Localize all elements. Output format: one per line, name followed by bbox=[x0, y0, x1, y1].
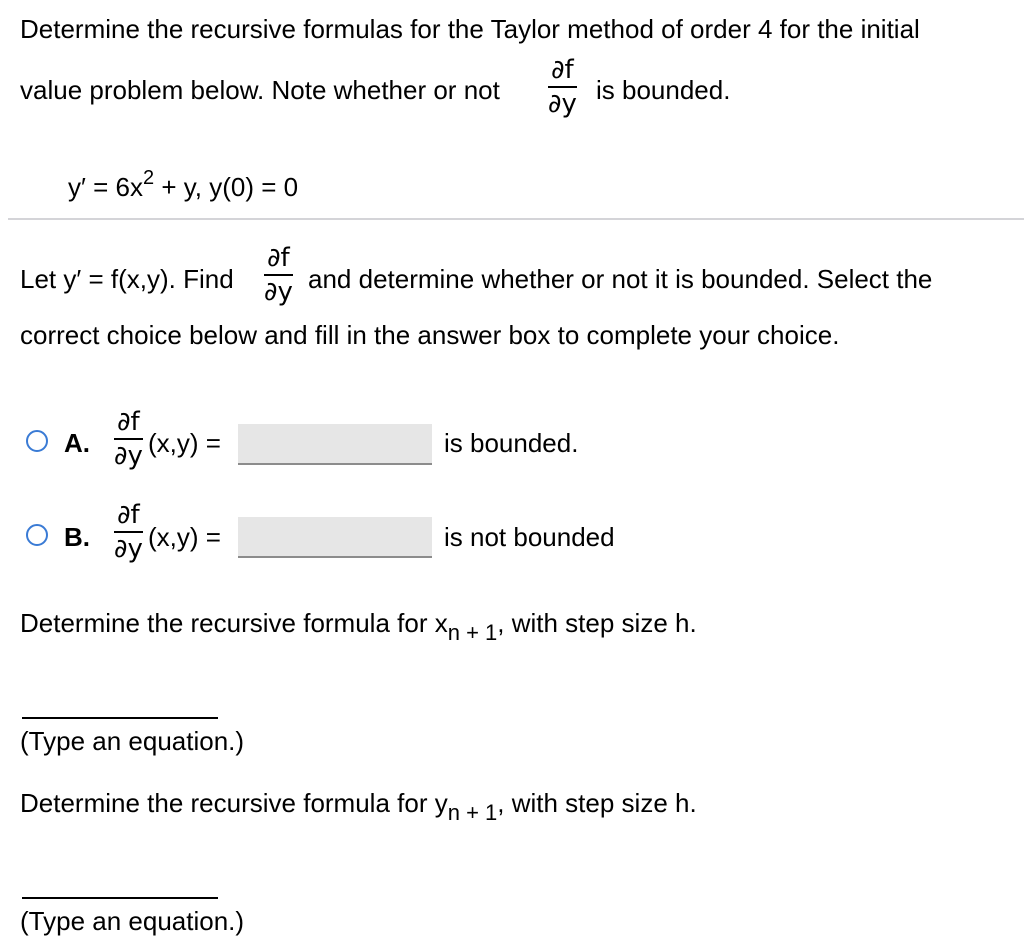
part-x-answer-input[interactable] bbox=[22, 717, 218, 719]
instruction-line-2: correct choice below and fill in the answer box to complete your choice. bbox=[20, 320, 840, 350]
part-y-answer-input[interactable] bbox=[22, 897, 218, 899]
choice-b-args: (x,y) = bbox=[148, 522, 221, 552]
question-line-2-start: value problem below. Note whether or not bbox=[20, 75, 500, 105]
question-line-1: Determine the recursive formulas for the Taylor method of order 4 for the initial bbox=[20, 14, 920, 44]
part-x-prompt-start: Determine the recursive formula for x bbox=[20, 608, 448, 638]
choice-b-suffix: is not bounded bbox=[444, 522, 615, 552]
partial-derivative-fraction bbox=[548, 56, 577, 118]
ivp-after-exponent: + y, y(0) = 0 bbox=[161, 172, 299, 202]
choice-b-numerator: ∂f bbox=[117, 500, 140, 530]
part-y-prompt-end: , with step size h. bbox=[497, 788, 697, 818]
fraction-bar bbox=[114, 531, 143, 533]
fraction-bar bbox=[548, 86, 577, 88]
ivp-before-exponent: y′ = 6x bbox=[68, 172, 143, 202]
choice-a-radio[interactable] bbox=[26, 430, 48, 452]
part-x-hint: (Type an equation.) bbox=[20, 726, 245, 756]
choice-a-numerator: ∂f bbox=[117, 407, 140, 437]
instruction-start: Let y′ = f(x,y). Find bbox=[20, 264, 234, 294]
choice-a-denominator: ∂y bbox=[114, 441, 143, 471]
choice-b-partial-fraction bbox=[114, 501, 143, 563]
partial-denominator: ∂y bbox=[548, 89, 577, 119]
fraction-bar bbox=[264, 274, 293, 276]
part-y-prompt bbox=[20, 788, 697, 825]
part-y-prompt-start: Determine the recursive formula for y bbox=[20, 788, 448, 818]
choice-a-suffix: is bounded. bbox=[444, 428, 579, 458]
section-divider bbox=[8, 218, 1024, 220]
part-x-prompt bbox=[20, 608, 697, 645]
instruction-end: and determine whether or not it is bounded. Select the bbox=[308, 264, 933, 294]
part-y-hint: (Type an equation.) bbox=[20, 906, 245, 936]
ivp-equation bbox=[68, 167, 299, 205]
choice-b-answer-box[interactable] bbox=[238, 517, 432, 558]
instruction-partial-fraction bbox=[264, 244, 293, 306]
partial-numerator: ∂f bbox=[551, 55, 574, 85]
question-line-2-end: is bounded. bbox=[596, 75, 731, 105]
part-x-subscript: n + 1 bbox=[447, 620, 498, 645]
ivp-exponent: 2 bbox=[142, 167, 155, 189]
choice-a-letter: A. bbox=[64, 428, 90, 458]
instruction-partial-denominator: ∂y bbox=[264, 277, 293, 307]
instruction-partial-numerator: ∂f bbox=[267, 243, 290, 273]
choice-b-denominator: ∂y bbox=[114, 534, 143, 564]
choice-a-answer-box[interactable] bbox=[238, 424, 432, 465]
choice-a-args: (x,y) = bbox=[148, 428, 221, 458]
part-x-prompt-end: , with step size h. bbox=[497, 608, 697, 638]
fraction-bar bbox=[114, 438, 143, 440]
choice-a-partial-fraction bbox=[114, 408, 143, 470]
choice-b-radio[interactable] bbox=[26, 524, 48, 546]
choice-b-letter: B. bbox=[64, 522, 90, 552]
part-y-subscript: n + 1 bbox=[447, 800, 498, 825]
